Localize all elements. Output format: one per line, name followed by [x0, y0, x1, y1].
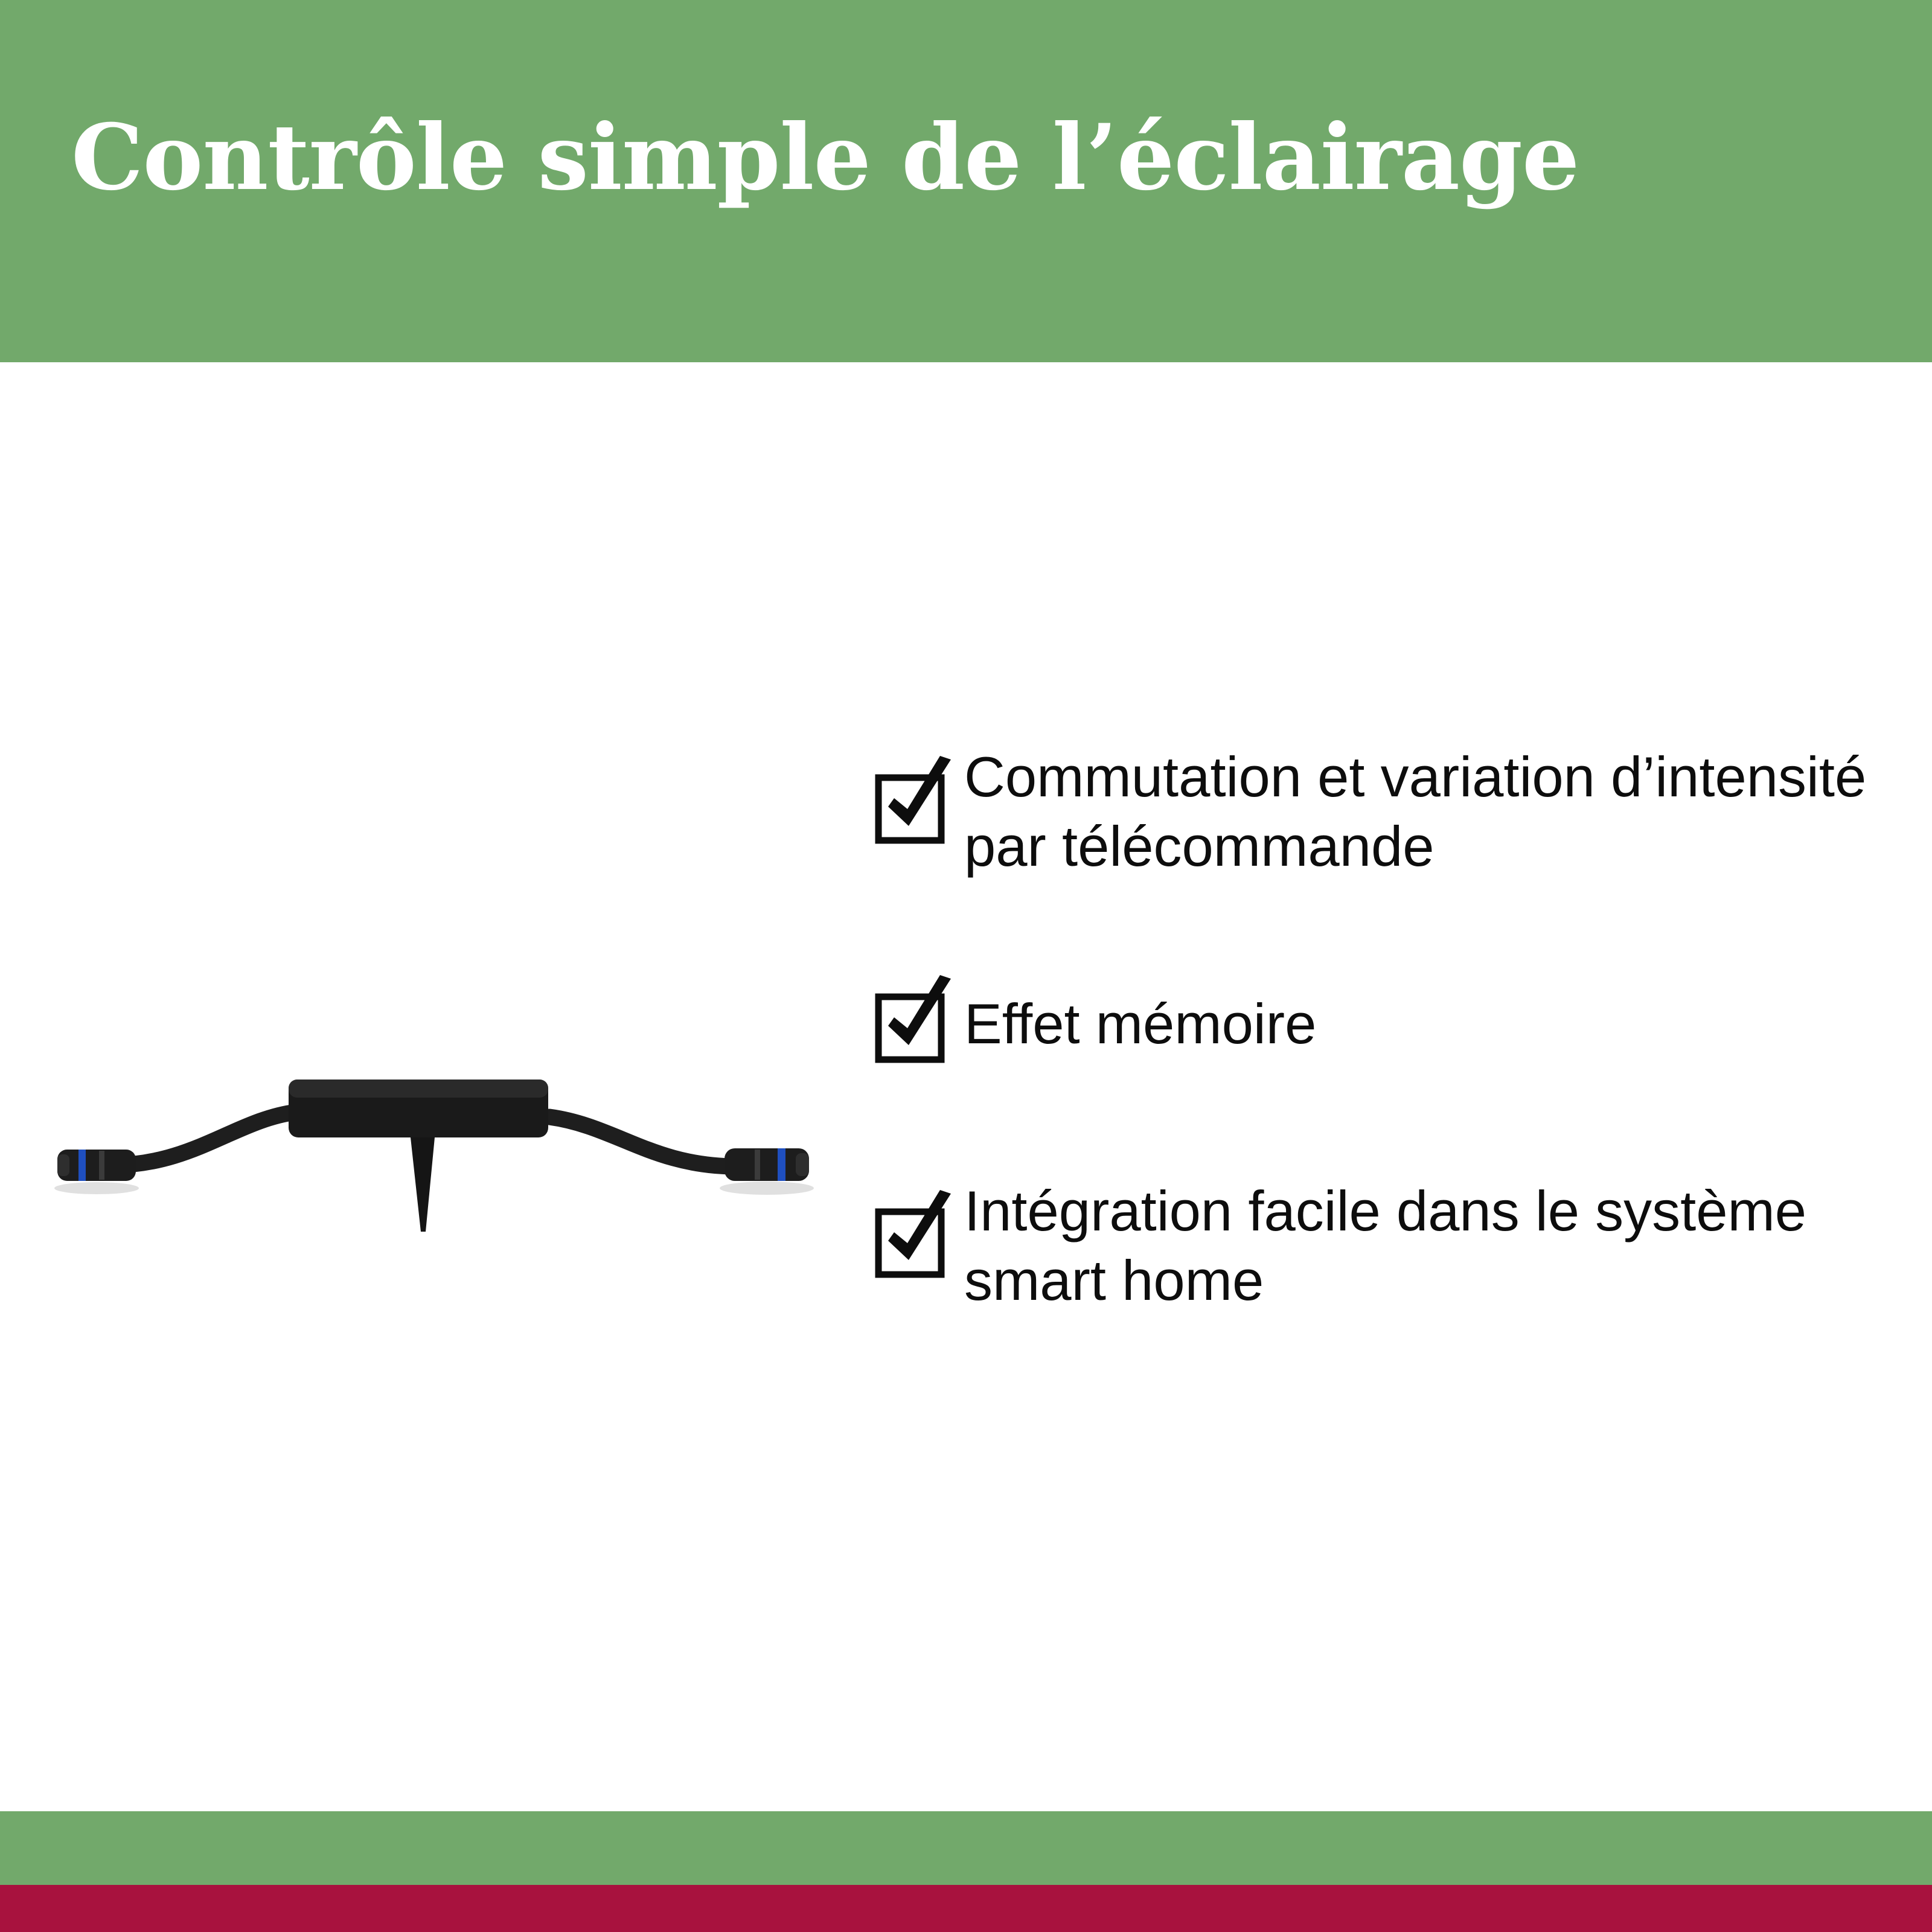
list-item [878, 743, 1881, 881]
feature-text: Intégration facile dans le système smart home [964, 1179, 1807, 1312]
list-item [878, 990, 1881, 1059]
product-illustration [36, 1014, 869, 1328]
checked-checkbox-icon [878, 993, 944, 1058]
feature-text: Commutation et variation d’intensité par télécommande [964, 745, 1867, 878]
checked-checkbox-icon [878, 1208, 944, 1273]
footer-green-band [0, 1811, 1932, 1885]
header-band [0, 0, 1932, 362]
feature-text: Effet mémoire [964, 992, 1317, 1056]
feature-list [878, 743, 1881, 1315]
product-image [36, 1014, 869, 1328]
page-title: Contrôle simple de l’éclairage [71, 104, 1579, 211]
checked-checkbox-icon [878, 774, 944, 839]
list-item [878, 1177, 1881, 1315]
footer-red-band [0, 1885, 1932, 1932]
